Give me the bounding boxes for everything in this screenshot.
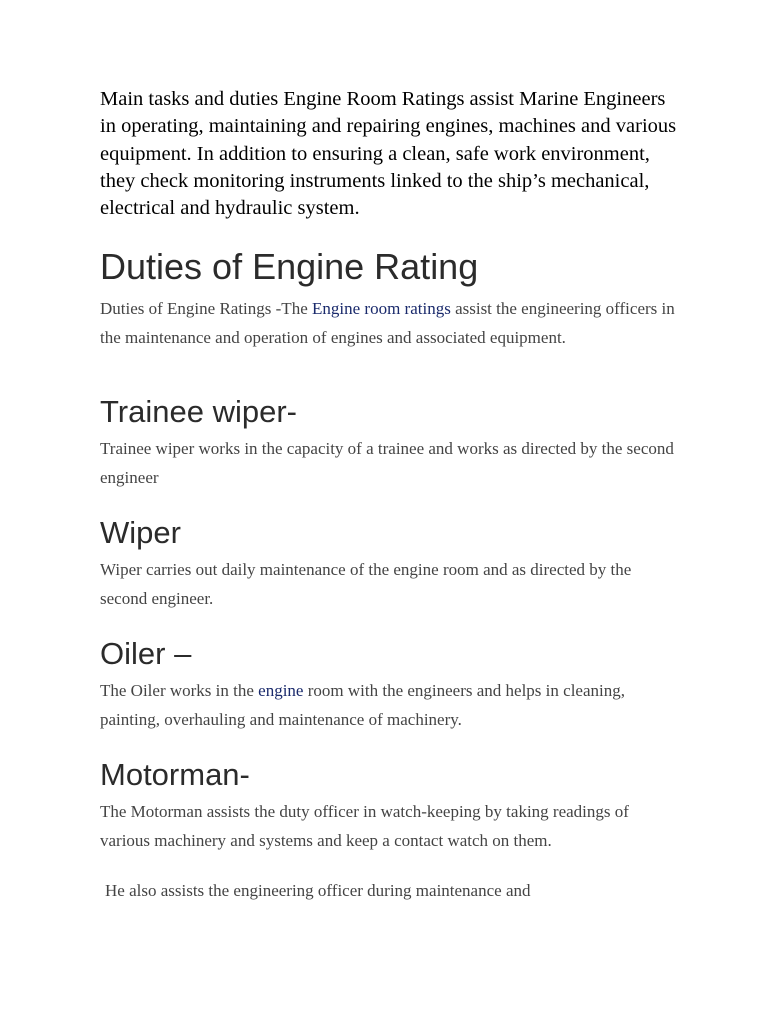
duties-paragraph <box>100 294 680 352</box>
trainee-wiper-heading: Trainee wiper- <box>100 394 297 430</box>
spacer <box>100 352 680 394</box>
wiper-heading: Wiper <box>100 515 181 551</box>
spacer <box>100 734 680 757</box>
spacer <box>100 855 680 876</box>
oiler-text-before: The Oiler works in the <box>100 681 259 701</box>
duties-text-after: assist the engineering officers in the maintenance and operation of engines and associated equipment. <box>100 299 675 348</box>
intro-paragraph: Main tasks and duties Engine Room Ratings assist Marine Engineers in operating, maintaining and repairing engines, machines and various equipment. In addition to ensuring a clean, safe work environment, they check monitoring instruments linked to the ship’s mechanical, electrical and hydraulic system. <box>100 88 677 220</box>
engine-room-ratings-link[interactable]: Engine room ratings <box>312 299 451 319</box>
spacer <box>100 492 680 515</box>
document-page <box>100 86 680 905</box>
duties-heading: Duties of Engine Rating <box>100 246 479 288</box>
oiler-heading: Oiler – <box>100 636 192 672</box>
wiper-paragraph: Wiper carries out daily maintenance of the engine room and as directed by the second engineer. <box>100 560 632 609</box>
oiler-paragraph <box>100 676 680 734</box>
motorman-heading: Motorman- <box>100 757 250 793</box>
duties-text-before: Duties of Engine Ratings -The <box>100 299 312 319</box>
motorman-paragraph: The Motorman assists the duty officer in watch-keeping by taking readings of various machinery and systems and keep a contact watch on them. <box>100 802 629 851</box>
trainee-wiper-paragraph: Trainee wiper works in the capacity of a trainee and works as directed by the second engineer <box>100 439 674 488</box>
spacer <box>100 613 680 636</box>
motorman-paragraph-2: He also assists the engineering officer during maintenance and <box>105 881 531 901</box>
engine-link[interactable]: engine <box>258 681 304 701</box>
oiler-text-after: room with the engineers and helps in cleaning, painting, overhauling and maintenance of machinery. <box>100 681 625 730</box>
